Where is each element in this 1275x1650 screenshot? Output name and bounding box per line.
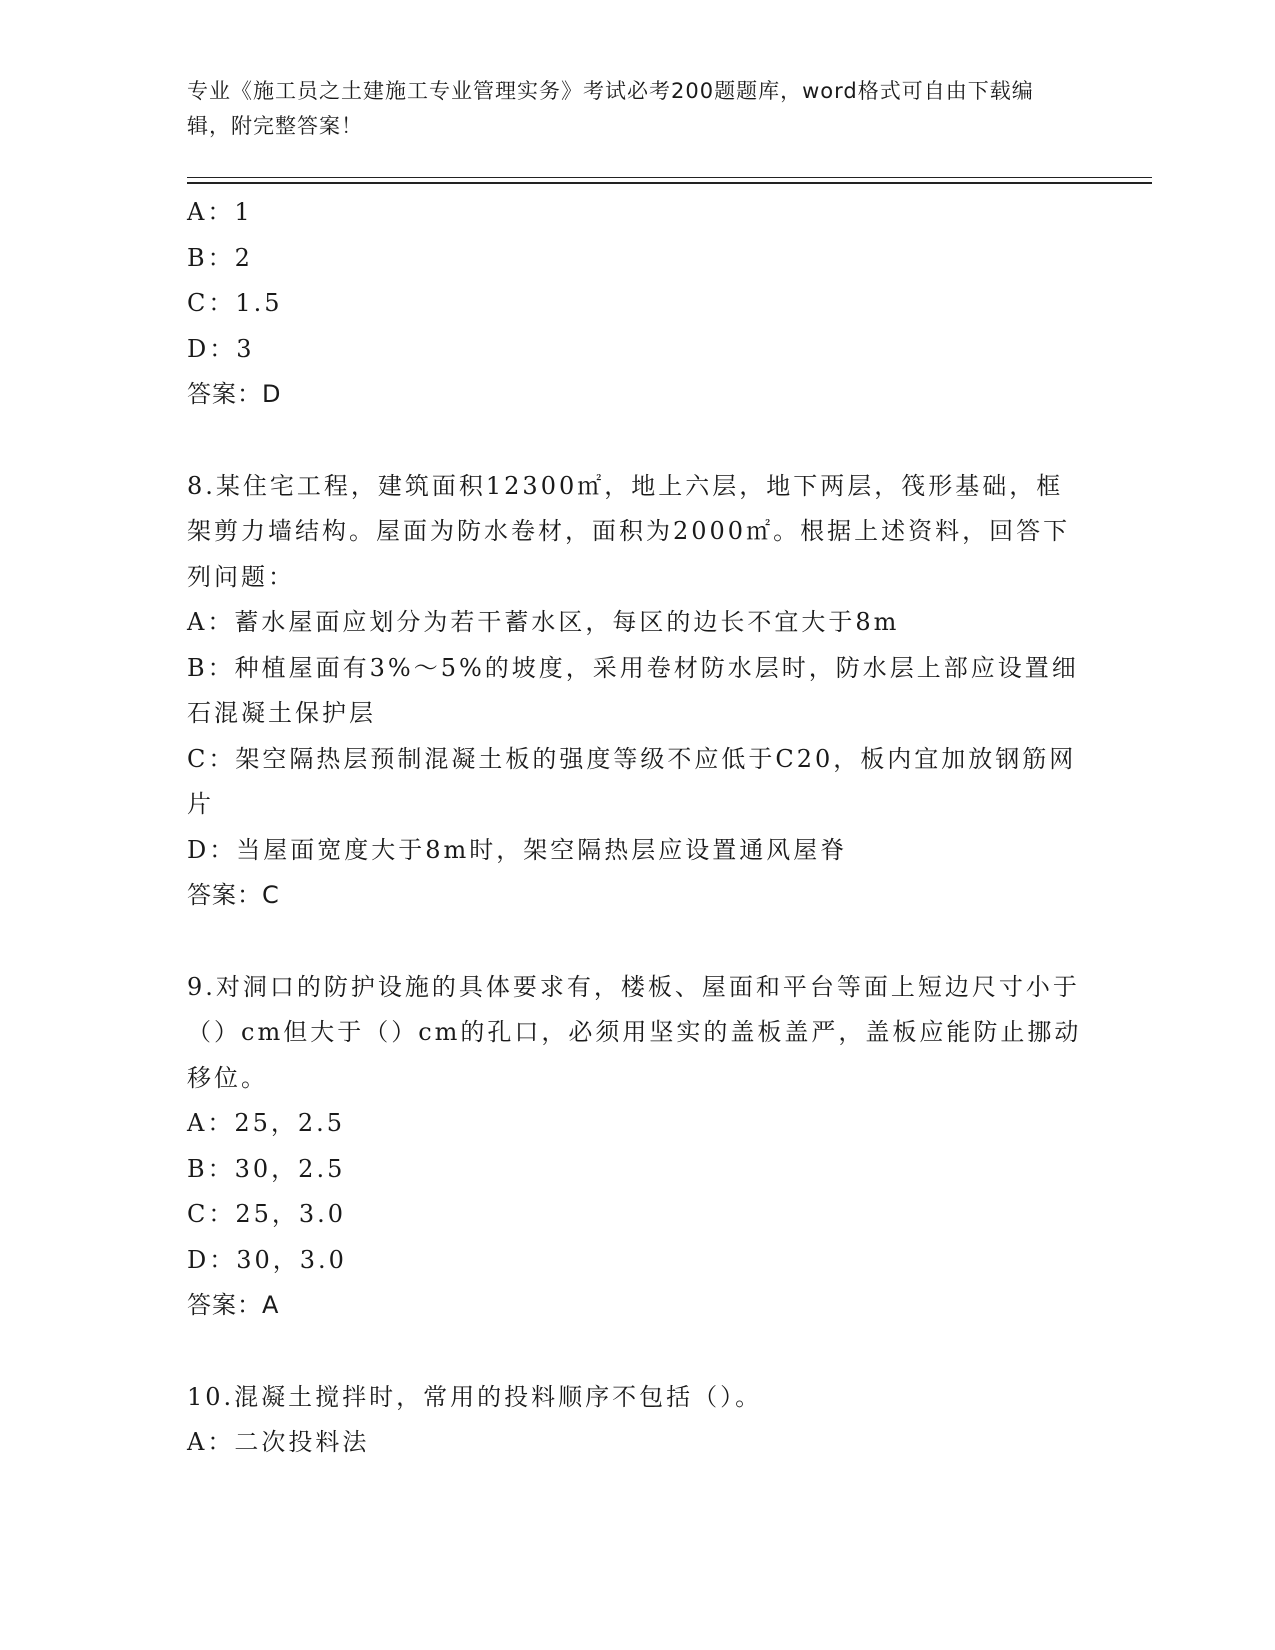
question-9 <box>187 965 1087 1329</box>
header-divider-thick <box>187 182 1152 184</box>
option-a: A：蓄水屋面应划分为若干蓄水区，每区的边长不宜大于8m <box>187 608 900 636</box>
option-b: B：30，2.5 <box>187 1154 346 1183</box>
option-c: C：架空隔热层预制混凝土板的强度等级不应低于C20，板内宜加放钢筋网片 <box>187 744 1077 818</box>
answer-line: 答案：D <box>187 380 282 408</box>
answer-line: 答案：A <box>187 1291 280 1319</box>
spacer <box>187 418 1087 464</box>
question-10 <box>187 1375 1087 1466</box>
option-d: D：当屋面宽度大于8m时，架空隔热层应设置通风屋脊 <box>187 835 848 864</box>
option-d: D：30，3.0 <box>187 1245 347 1274</box>
question-stem: 8.某住宅工程，建筑面积12300㎡，地上六层，地下两层，筏形基础，框架剪力墙结构。屋面为防水卷材，面积为2000㎡。根据上述资料，回答下列问题： <box>187 471 1071 591</box>
option-c: C：25，3.0 <box>187 1200 347 1228</box>
question-8 <box>187 464 1087 919</box>
option-a: A：25，2.5 <box>187 1109 346 1137</box>
question-stem: 10.混凝土搅拌时，常用的投料顺序不包括（）。 <box>187 1382 763 1411</box>
question-content <box>187 190 1087 1466</box>
header-divider-thin <box>187 177 1152 178</box>
option-c: C：1.5 <box>187 289 283 317</box>
question-stem: 9.对洞口的防护设施的具体要求有，楼板、屋面和平台等面上短边尺寸小于（）cm但大于（）cm的孔口，必须用坚实的盖板盖严，盖板应能防止挪动移位。 <box>187 972 1082 1092</box>
spacer <box>187 919 1087 965</box>
option-a: A：1 <box>187 198 253 226</box>
question-7-continued <box>187 190 1087 418</box>
answer-line: 答案：C <box>187 881 280 909</box>
spacer <box>187 1329 1087 1375</box>
document-header: 专业《施工员之土建施工专业管理实务》考试必考200题题库，word格式可自由下载编辑，附完整答案！ <box>187 79 1034 138</box>
option-b: B：2 <box>187 243 253 272</box>
option-a: A：二次投料法 <box>187 1428 370 1456</box>
option-b: B：种植屋面有3%～5%的坡度，采用卷材防水层时，防水层上部应设置细石混凝土保护层 <box>187 653 1079 727</box>
option-d: D：3 <box>187 334 255 363</box>
